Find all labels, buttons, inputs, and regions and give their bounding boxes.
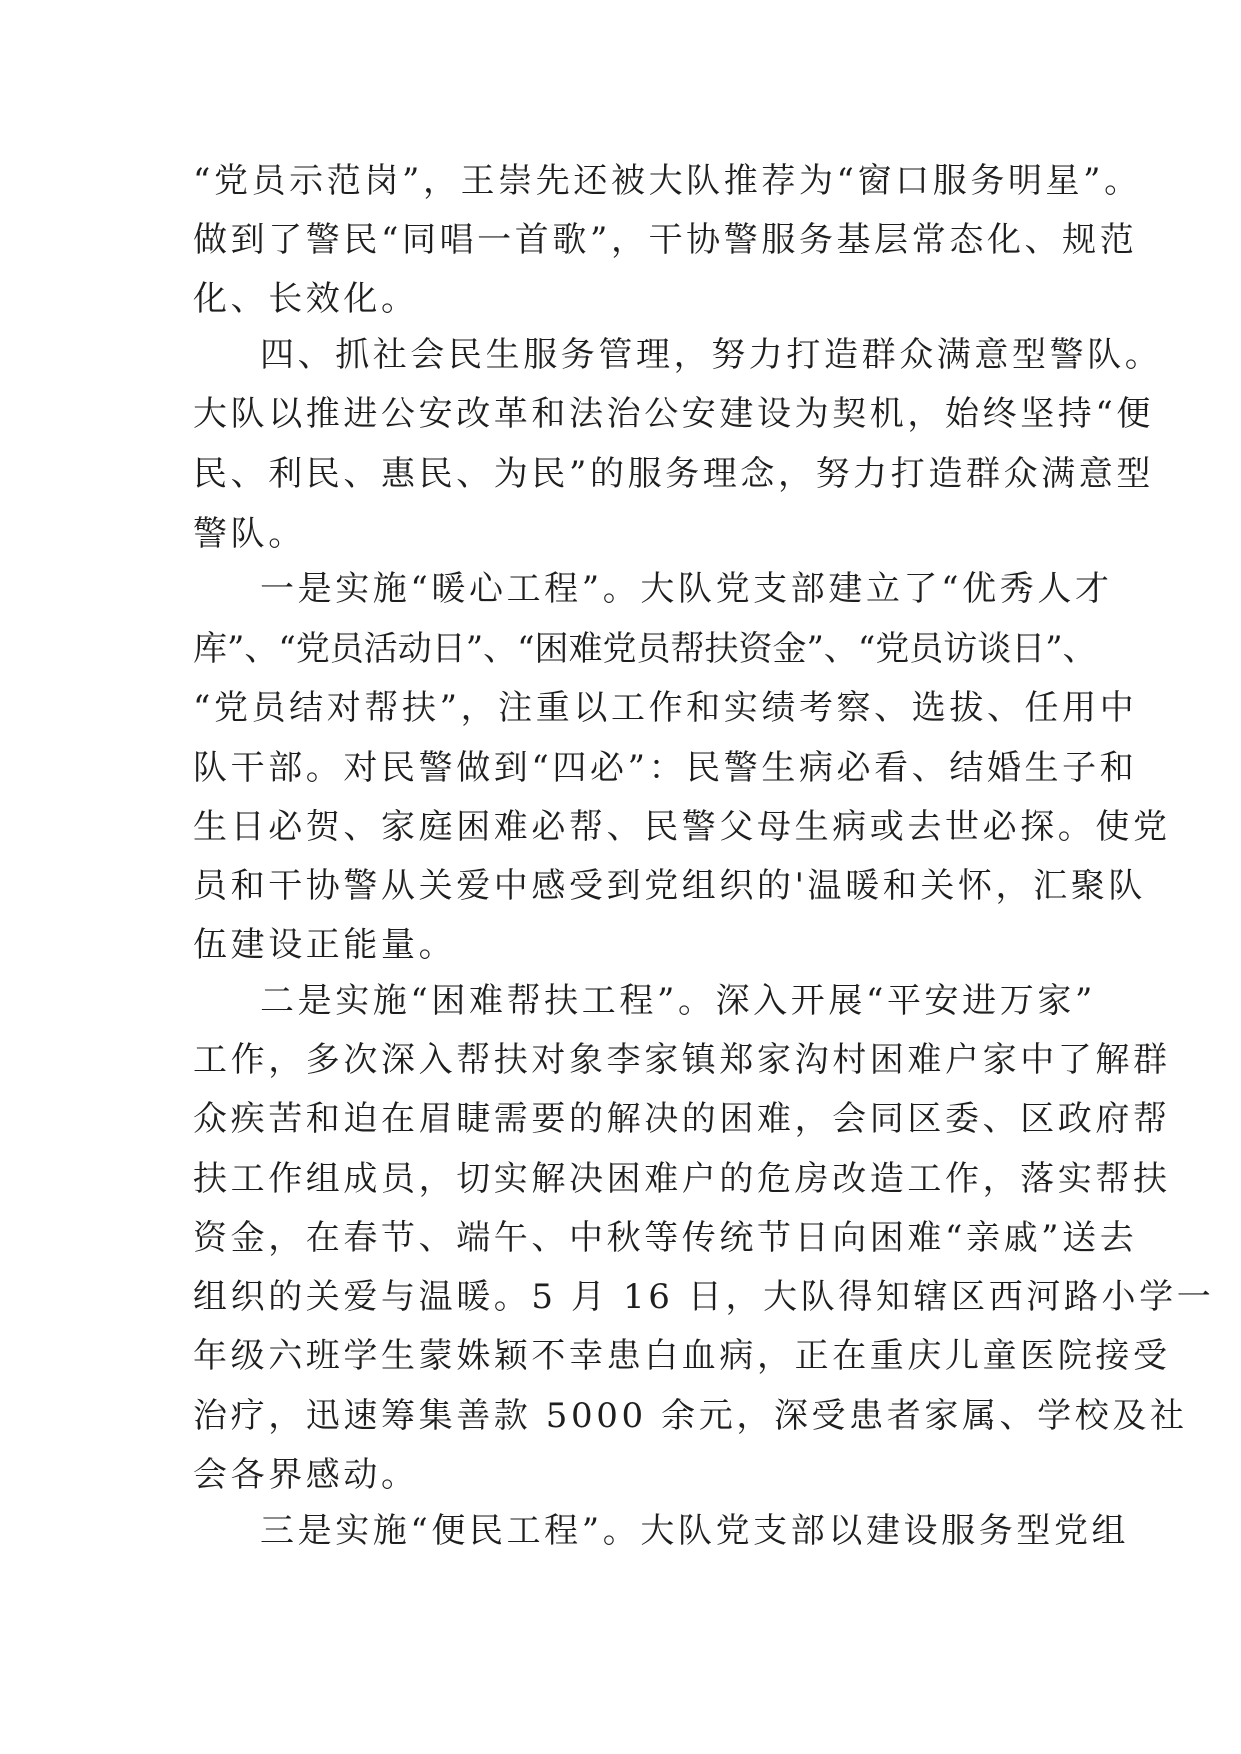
text-line: 年级六班学生蒙姝颖不幸患白血病，正在重庆儿童医院接受 [193, 1336, 1171, 1376]
text-line: 大队以推进公安改革和法治公安建设为契机，始终坚持“便 [193, 394, 1154, 434]
text-line: 民、利民、惠民、为民”的服务理念，努力打造群众满意型 [193, 454, 1154, 494]
text-line: 警队。 [193, 514, 306, 554]
text-line: 伍建设正能量。 [193, 925, 457, 965]
text-line: 工作，多次深入帮扶对象李家镇郑家沟村困难户家中了解群 [193, 1040, 1171, 1080]
paragraph-first-line: 三是实施“便民工程”。大队党支部以建设服务型党组 [260, 1511, 1130, 1551]
paragraph-first-line: 四、抓社会民生服务管理，努力打造群众满意型警队。 [260, 335, 1163, 375]
text-line: 扶工作组成员，切实解决困难户的危房改造工作，落实帮扶 [193, 1159, 1171, 1199]
paragraph-first-line: 一是实施“暖心工程”。大队党支部建立了“优秀人才 [260, 569, 1113, 609]
text-line: 生日必贺、家庭困难必帮、民警父母生病或去世必探。使党 [193, 807, 1171, 847]
text-line: 治疗，迅速筹集善款 5000 余元，深受患者家属、学校及社 [193, 1396, 1188, 1436]
text-line: “党员示范岗”，王崇先还被大队推荐为“窗口服务明星”。 [193, 161, 1142, 201]
text-line: 资金，在春节、端午、中秋等传统节日向困难“亲戚”送去 [193, 1218, 1138, 1258]
text-line: 会各界感动。 [193, 1455, 419, 1495]
text-line: 组织的关爱与温暖。5 月 16 日，大队得知辖区西河路小学一 [193, 1277, 1215, 1317]
text-line: 化、长效化。 [193, 279, 419, 319]
paragraph-first-line: 二是实施“困难帮扶工程”。深入开展“平安进万家” [260, 981, 1096, 1021]
text-line: “党员结对帮扶”，注重以工作和实绩考察、选拔、任用中 [193, 688, 1138, 728]
text-line: 库”、“党员活动日”、“困难党员帮扶资金”、“党员访谈日”、 [193, 629, 1097, 669]
text-line: 员和干协警从关爱中感受到党组织的'温暖和关怀，汇聚队 [193, 866, 1146, 906]
text-line: 众疾苦和迫在眉睫需要的解决的困难，会同区委、区政府帮 [193, 1099, 1171, 1139]
text-line: 做到了警民“同唱一首歌”，干协警服务基层常态化、规范 [193, 220, 1138, 260]
text-line: 队干部。对民警做到“四必”：民警生病必看、结婚生子和 [193, 748, 1138, 788]
